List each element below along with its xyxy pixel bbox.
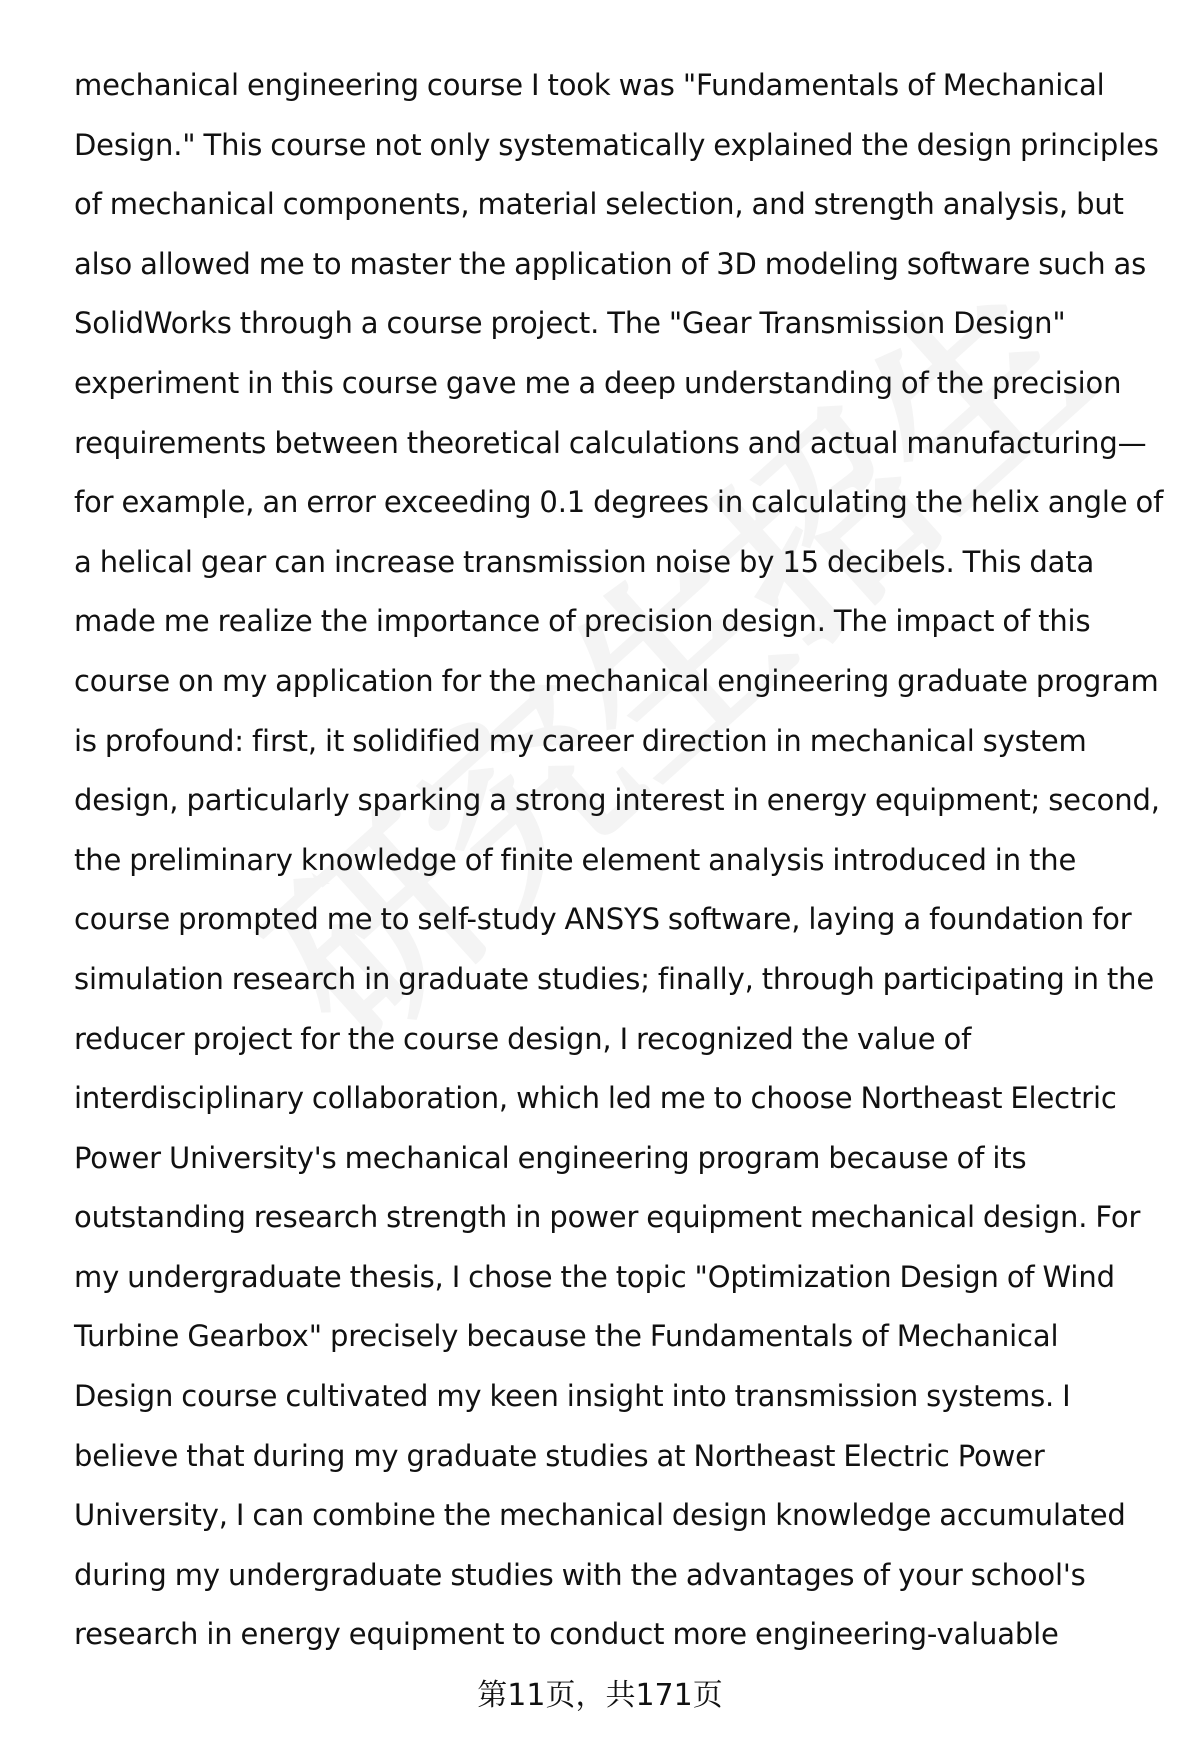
text-line: the preliminary knowledge of finite element analysis introduced in the	[74, 842, 1077, 877]
text-line: research in energy equipment to conduct more engineering-valuable	[74, 1617, 1059, 1652]
text-line: SolidWorks through a course project. The "Gear Transmission Design"	[74, 306, 1066, 341]
text-line: for example, an error exceeding 0.1 degrees in calculating the helix angle of	[74, 485, 1164, 520]
text-line: course prompted me to self-study ANSYS software, laying a foundation for	[74, 902, 1132, 937]
text-line: Design course cultivated my keen insight into transmission systems. I	[74, 1379, 1071, 1414]
text-line: also allowed me to master the application of 3D modeling software such as	[74, 246, 1147, 281]
text-line: Design." This course not only systematically explained the design principles	[74, 127, 1159, 162]
text-line: made me realize the importance of precision design. The impact of this	[74, 604, 1091, 639]
body-paragraph	[74, 56, 1174, 1665]
text-line: of mechanical components, material selection, and strength analysis, but	[74, 187, 1124, 222]
text-line: mechanical engineering course I took was "Fundamentals of Mechanical	[74, 68, 1105, 102]
text-line: experiment in this course gave me a deep understanding of the precision	[74, 365, 1122, 400]
text-line: Power University's mechanical engineering program because of its	[74, 1140, 1027, 1175]
text-line: course on my application for the mechanical engineering graduate program	[74, 663, 1159, 698]
text-line: outstanding research strength in power equipment mechanical design. For	[74, 1200, 1141, 1235]
text-line: reducer project for the course design, I recognized the value of	[74, 1021, 972, 1056]
text-line: Turbine Gearbox" precisely because the Fundamentals of Mechanical	[74, 1319, 1059, 1354]
text-line: simulation research in graduate studies; finally, through participating in the	[74, 961, 1155, 996]
text-line: design, particularly sparking a strong interest in energy equipment; second,	[74, 783, 1160, 818]
text-line: a helical gear can increase transmission noise by 15 decibels. This data	[74, 544, 1095, 579]
text-line: University, I can combine the mechanical design knowledge accumulated	[74, 1498, 1126, 1533]
page-number-footer: 第11页，共171页	[477, 1678, 723, 1713]
text-line: believe that during my graduate studies at Northeast Electric Power	[74, 1438, 1045, 1473]
text-line: during my undergraduate studies with the advantages of your school's	[74, 1557, 1086, 1592]
text-line: is profound: first, it solidified my career direction in mechanical system	[74, 723, 1087, 758]
text-line: requirements between theoretical calculations and actual manufacturing—	[74, 425, 1147, 460]
text-line: my undergraduate thesis, I chose the topic "Optimization Design of Wind	[74, 1259, 1115, 1294]
text-line: interdisciplinary collaboration, which led me to choose Northeast Electric	[74, 1081, 1117, 1116]
